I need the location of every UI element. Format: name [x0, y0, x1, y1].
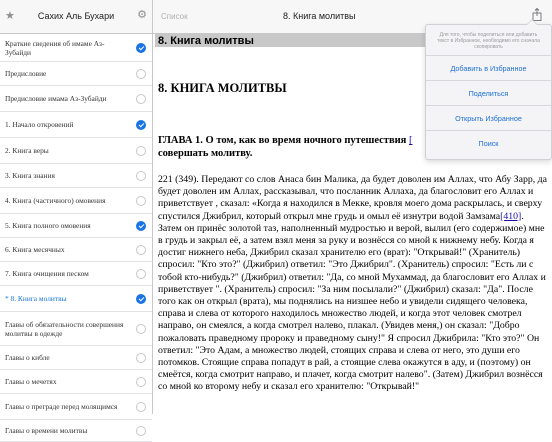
popover-note: Для того, чтобы поделиться или добавить текст в Избранное, необходимо его сначала скопировать [437, 32, 540, 50]
empty-circle-icon[interactable] [136, 196, 146, 206]
checkmark-circle-icon[interactable] [136, 43, 146, 53]
paragraph-text-start: 221 (349). Передают со слов Анаса бин Малика, да будет доволен им Аллах, что Абу Зарр, да будет доволен им Аллах, рассказывал, что посланник Аллаха, да благословит его Аллах и приветствует , сказал: «Когда я находился в Мекке, кровля моего дома раскрылась, и сверху спустился Джибрил, который открыл мне грудь и омыл её изнутри водой Замзама [158, 174, 547, 222]
sidebar-item-label: * 8. Книга молитвы [5, 294, 67, 303]
sidebar-item-label: Краткие сведения об имаме Аз-Зубайди [5, 38, 105, 57]
sidebar-item-label: 2. Книга веры [5, 146, 49, 155]
sidebar-item-label: Главы о времени молитвы [5, 426, 88, 435]
sidebar-item-label: 1. Начало откровений [5, 120, 74, 129]
sidebar-item-label: 5. Книга полного омовения [5, 221, 91, 230]
popover-arrow [526, 19, 538, 25]
empty-circle-icon[interactable] [136, 171, 146, 181]
open-favorites-button[interactable]: Открыть Избранное [426, 105, 551, 130]
checkmark-circle-icon[interactable] [136, 120, 146, 130]
sidebar-item[interactable] [0, 214, 152, 238]
section-heading-link[interactable]: [ [408, 135, 413, 146]
sidebar-item-label: Предисловие [5, 69, 47, 78]
sidebar-item[interactable] [0, 34, 152, 62]
section-heading-text: ГЛАВА 1. О том, как во время ночного путешествия [158, 135, 407, 146]
add-to-favorites-button[interactable]: Добавить в Избранное [426, 55, 551, 80]
sidebar-item-label: 6. Книга месячных [5, 245, 65, 254]
share-button[interactable]: Поделиться [426, 80, 551, 105]
empty-circle-icon[interactable] [136, 426, 146, 436]
sidebar-item[interactable] [0, 138, 152, 164]
sidebar-item[interactable] [0, 286, 152, 312]
sidebar-title: Сахих Аль Бухари [37, 11, 115, 21]
sidebar-item[interactable] [0, 346, 152, 370]
empty-circle-icon[interactable] [136, 146, 146, 156]
checkmark-circle-icon[interactable] [136, 294, 146, 304]
hadith-paragraph [158, 174, 547, 394]
empty-circle-icon[interactable] [136, 324, 146, 334]
sidebar [0, 0, 153, 435]
sidebar-item-label: Главы об обязательности совершения молитвы в одежде [5, 319, 124, 338]
sidebar-item-label: 3. Книга знания [5, 171, 55, 180]
sidebar-item-label: Главы о кибле [5, 353, 50, 362]
sidebar-item-label: Главы о преграде перед молящимся [5, 402, 118, 411]
sidebar-item[interactable] [0, 188, 152, 214]
paragraph-text-end: . Затем он принёс золотой таз, наполненный мудростью и верой, вылил (его содержимое) мне в грудь и закрыл её, а затем взял меня за руку и вознёсся со мной к нижнему небу. Когда я достиг нижнего неба, Джибрил сказал хранителю его (врат): "Открывай!" (Хранитель) спросил: "Кто это?" (Джибрил) ответил: "Это Джибрил". (Хранитель) спросил: "Есть ли с тобой кто-нибудь?" (Джибрил) ответил: "Да, со мной Мухаммад, да благословит его Аллах и приветствует ". (Хранитель) спросил: "За ним посылали?" (Джибрил) сказал: "Да". После того как он открыл (врата), мы поднялись на низшее небо и увидели сидящего человека, справа и слева от которого находилось множество людей, и когда этот человек смотрел направо, он смеялся, а когда смотрел налево, плакал. (Увидев меня,) он сказал: "Добро пожаловать праведному пророку и праведному сыну!" Я спросил Джибрила: "Кто это?" Он ответил: "Это Адам, а множество людей, стоящих справа и слева от него, это души его потомков. Стоящие справа попадут в рай, а стоящие слева окажутся в аду, и (поэтому) он смеётся, когда смотрит направо, и плачет, когда смотрит налево". (Затем) Джибрил вознёсся со мной ко второму небу и сказал его хранителю: "Открывай!" [158, 210, 546, 393]
chapter-list [0, 34, 152, 442]
page-title: 8. Книга молитвы [283, 11, 356, 21]
empty-circle-icon[interactable] [136, 94, 146, 104]
empty-circle-icon[interactable] [136, 245, 146, 255]
actions-popover [425, 24, 552, 160]
sidebar-item[interactable] [0, 62, 152, 86]
gear-icon[interactable]: ⚙ [137, 9, 147, 21]
sidebar-item[interactable] [0, 238, 152, 262]
sidebar-item-label: Главы о мечетях [5, 377, 57, 386]
sidebar-item[interactable] [0, 112, 152, 138]
sidebar-item-label: 4. Книга (частичного) омовения [5, 196, 106, 205]
sidebar-item[interactable] [0, 312, 152, 346]
chapter-heading: 8. КНИГА МОЛИТВЫ [158, 81, 287, 95]
sidebar-item-label: Предисловие имама Аз-Зубайди [5, 94, 107, 103]
sidebar-item[interactable] [0, 164, 152, 188]
checkmark-circle-icon[interactable] [136, 221, 146, 231]
section-heading-tail: совершать молитву. [158, 148, 253, 159]
sidebar-item-label: 7. Книга очищения песком [5, 269, 89, 278]
list-back-button[interactable]: Список [161, 12, 188, 21]
empty-circle-icon[interactable] [136, 377, 146, 387]
empty-circle-icon[interactable] [136, 402, 146, 412]
sidebar-item[interactable] [0, 262, 152, 286]
footnote-link[interactable]: [410] [500, 210, 522, 222]
empty-circle-icon[interactable] [136, 69, 146, 79]
sidebar-item[interactable] [0, 86, 152, 112]
chapter-bar: 8. Книга молитвы [155, 34, 547, 47]
sidebar-item[interactable] [0, 394, 152, 420]
empty-circle-icon[interactable] [136, 269, 146, 279]
sidebar-header [0, 0, 152, 34]
star-icon[interactable]: ★ [5, 10, 15, 22]
sidebar-item[interactable] [0, 420, 152, 442]
search-button[interactable]: Поиск [426, 130, 551, 155]
empty-circle-icon[interactable] [136, 353, 146, 363]
sidebar-item[interactable] [0, 370, 152, 394]
